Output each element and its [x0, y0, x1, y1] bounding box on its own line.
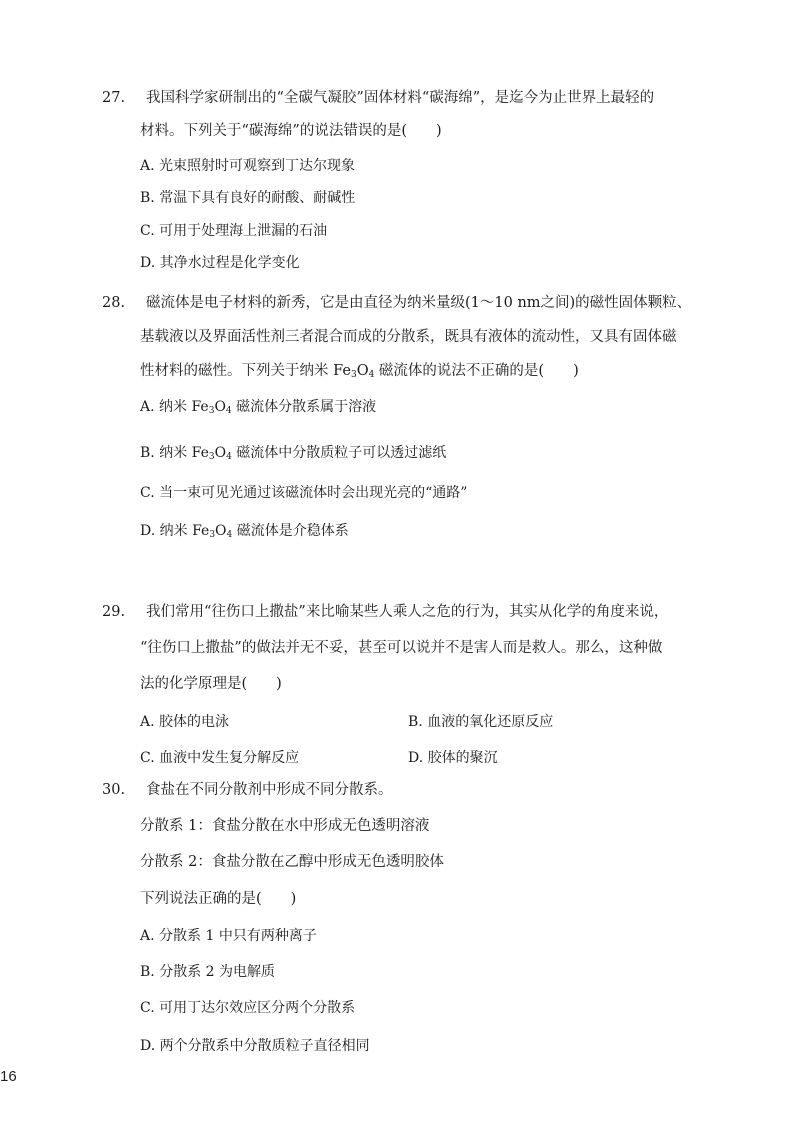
option-c[interactable]: C. 血液中发生复分解反应: [140, 750, 300, 766]
option-d[interactable]: D. 纳米 $Fe_3O_4$ 磁流体是介稳体系: [140, 523, 349, 540]
question-stem-line: 27. 我国科学家研制出的“全碳气凝胶”固体材料“碳海绵”，是迄今为止世界上最轻的: [102, 90, 655, 106]
question-number: 27.: [102, 90, 126, 106]
option-d[interactable]: D. 两个分散系中分散质粒子直径相同: [140, 1038, 370, 1054]
question-stem-line: 基载液以及界面活性剂三者混合而成的分散系，既具有液体的流动性，又具有固体磁: [140, 329, 677, 345]
option-b[interactable]: B. 血液的氧化还原反应: [408, 714, 554, 730]
page-number: 16: [0, 1068, 17, 1085]
option-b[interactable]: B. 纳米 $Fe_3O_4$ 磁流体中分散质粒子可以透过滤纸: [140, 445, 447, 462]
question-stem-line: 性材料的磁性。下列关于纳米 $Fe_3O_4$ 磁流体的说法不正确的是( ): [140, 363, 579, 380]
question-stem-line: 法的化学原理是( ): [140, 676, 282, 692]
question-stem-line: 28. 磁流体是电子材料的新秀，它是由直径为纳米量级(1～10 nm之间)的磁性固体颗粒、: [102, 295, 692, 311]
option-a[interactable]: A. 分散系 1 中只有两种离子: [140, 928, 317, 944]
question-stem-line: 30. 食盐在不同分散剂中形成不同分散系。: [102, 782, 393, 798]
question-number: 28.: [102, 295, 126, 311]
question-stem-line: “往伤口上撒盐”的做法并无不妥，甚至可以说并不是害人而是救人。那么，这种做: [140, 640, 663, 656]
question-number: 29.: [102, 604, 126, 620]
option-c[interactable]: C. 可用丁达尔效应区分两个分散系: [140, 1000, 356, 1016]
question-stem-line: 分散系 1：食盐分散在水中形成无色透明溶液: [140, 818, 430, 834]
option-a[interactable]: A. 胶体的电泳: [140, 714, 230, 730]
option-b[interactable]: B. 分散系 2 为电解质: [140, 964, 275, 980]
option-b[interactable]: B. 常温下具有良好的耐酸、耐碱性: [140, 190, 356, 206]
option-c[interactable]: C. 当一束可见光通过该磁流体时会出现光亮的“通路”: [140, 485, 468, 501]
option-d[interactable]: D. 胶体的聚沉: [408, 750, 498, 766]
option-a[interactable]: A. 光束照射时可观察到丁达尔现象: [140, 158, 356, 174]
question-stem-line: 29. 我们常用“往伤口上撒盐”来比喻某些人乘人之危的行为，其实从化学的角度来说，: [102, 604, 669, 620]
option-d[interactable]: D. 其净水过程是化学变化: [140, 255, 300, 271]
option-c[interactable]: C. 可用于处理海上泄漏的石油: [140, 223, 328, 239]
question-stem-line: 下列说法正确的是( ): [140, 891, 297, 907]
question-stem-line: 分散系 2：食盐分散在乙醇中形成无色透明胶体: [140, 854, 444, 870]
option-a[interactable]: A. 纳米 $Fe_3O_4$ 磁流体分散系属于溶液: [140, 399, 377, 416]
question-stem-line: 材料。下列关于“碳海绵”的说法错误的是( ): [140, 123, 442, 139]
question-number: 30.: [102, 782, 126, 798]
